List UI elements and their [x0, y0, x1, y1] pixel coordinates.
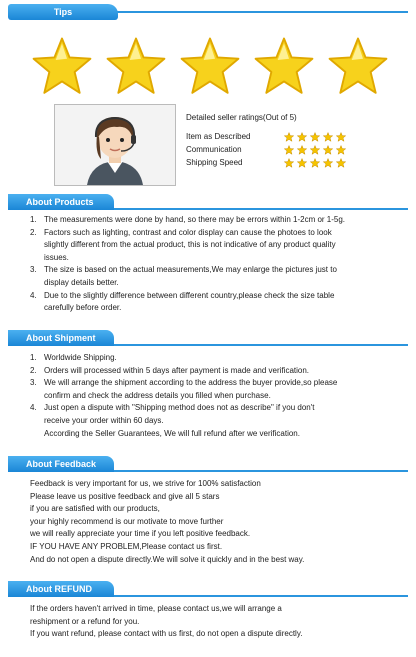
feedback-line: IF YOU HAVE ANY PROBLEM,Please contact us first. — [30, 541, 223, 551]
rating-label-item-as-described: Item as Described — [186, 132, 251, 141]
feedback-text — [30, 478, 400, 566]
list-number: 1. — [30, 353, 37, 362]
list-number: 2. — [30, 227, 37, 237]
feedback-line: Feedback is very important for us, we strive for 100% satisfaction — [30, 479, 261, 488]
feedback-line: your highly recommend is our motivate to move further — [30, 516, 224, 526]
rating-stars-shipping-speed — [284, 158, 348, 168]
list-text: slightly different from the actual product, this is not indicative of any product quality — [44, 240, 336, 250]
star-icon — [104, 36, 168, 96]
list-text: According the Seller Guarantees, We will full refund after we verification. — [44, 428, 300, 438]
ratings-title: Detailed seller ratings(Out of 5) — [186, 113, 297, 122]
star-icon — [326, 36, 390, 96]
rating-label-shipping-speed: Shipping Speed — [186, 158, 243, 167]
list-text: Worldwide Shipping. — [44, 353, 117, 362]
list-number: 4. — [30, 290, 37, 300]
list-number: 2. — [30, 365, 37, 375]
star-icon — [252, 36, 316, 96]
list-text: The measurements were done by hand, so there may be errors within 1-2cm or 1-5g. — [44, 215, 346, 224]
refund-line: If you want refund, please contact with us first, do not open a dispute directly. — [30, 629, 303, 639]
refund-line: reshipment or a refund for you. — [30, 616, 140, 626]
support-agent-image — [54, 104, 176, 186]
tips-label: Tips — [8, 4, 118, 20]
list-text: Just open a dispute with "Shipping method does not as describe" if you don't — [44, 403, 315, 413]
shipment-heading: About Shipment — [8, 330, 114, 346]
tips-header — [8, 4, 408, 20]
shipment-section-header — [8, 330, 408, 346]
list-text: Factors such as lighting, contrast and color display can cause the photoes to look — [44, 227, 332, 237]
products-section-header — [8, 194, 408, 210]
list-number: 3. — [30, 378, 37, 388]
list-text: We will arrange the shipment according to the address the buyer provide,so please — [44, 378, 338, 388]
feedback-line: if you are satisfied with our products, — [30, 504, 160, 514]
feedback-section-header — [8, 456, 408, 472]
list-text: issues. — [44, 252, 69, 262]
list-text: confirm and check the address details you filled when purchase. — [44, 390, 271, 400]
feedback-line: Please leave us positive feedback and give all 5 stars — [30, 491, 220, 501]
list-text: carefully before order. — [44, 303, 122, 313]
refund-text — [30, 603, 400, 641]
star-icon — [178, 36, 242, 96]
list-text: receive your order within 60 days. — [44, 416, 164, 425]
list-text: display details better. — [44, 278, 119, 287]
list-number: 1. — [30, 215, 37, 224]
list-number: 4. — [30, 403, 37, 413]
star-rating-banner — [30, 36, 390, 94]
feedback-line: we will really appreciate your time if you left positive feedback. — [30, 529, 251, 539]
list-number: 3. — [30, 265, 37, 275]
star-icon — [30, 36, 94, 96]
rating-label-communication: Communication — [186, 145, 242, 154]
support-agent-icon — [55, 105, 175, 185]
feedback-heading: About Feedback — [8, 456, 114, 472]
products-heading: About Products — [8, 194, 114, 210]
feedback-line: And do not open a dispute directly.We will solve it quickly and in the best way. — [30, 554, 305, 564]
rating-stars-communication — [284, 145, 348, 155]
refund-section-header — [8, 581, 408, 597]
list-text: The size is based on the actual measurements,We may enlarge the pictures just to — [44, 265, 337, 275]
rating-stars-item-as-described — [284, 132, 348, 142]
list-text: Orders will processed within 5 days after payment is made and verification. — [44, 365, 310, 375]
list-text: Due to the slightly difference between different country,please check the size table — [44, 290, 335, 300]
refund-line: If the orders haven't arrived in time, please contact us,we will arrange a — [30, 604, 282, 613]
refund-heading: About REFUND — [8, 581, 114, 597]
